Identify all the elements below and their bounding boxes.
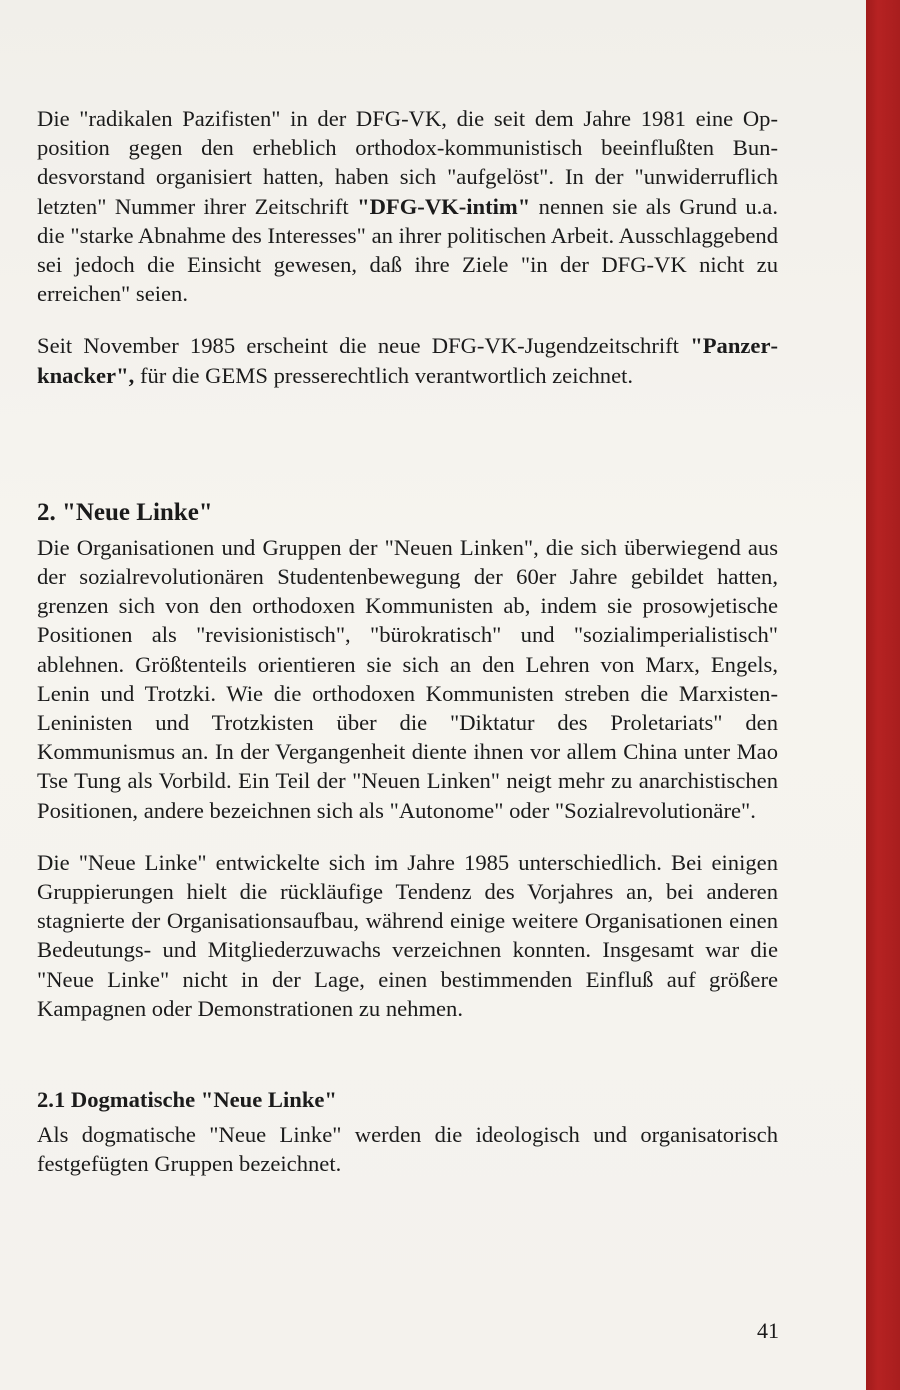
subsection-heading-dogmatische-neue-linke: 2.1 Dogmatische "Neue Linke": [37, 1087, 337, 1113]
paragraph-panzerknacker-text-rest: für die GEMS presserechtlich verantwortlich zeichnet.: [139, 362, 634, 388]
section-heading-neue-linke: 2. "Neue Linke": [37, 498, 213, 526]
red-page-edge: [866, 0, 900, 1390]
paragraph-neue-linke-1985: Die "Neue Linke" entwickelte sich im Jahre 1985 unterschiedlich. Bei einigen Gruppierungen hielt die rückläufige Tendenz des Vorjahres an, bei anderen stagnierte der Organisationsaufbau, während einige weitere Organisationen einen Bedeutungs- und Mitgliederzuwachs verzeichnen konnten. Insgesamt war die "Neue Linke" nicht in der Lage, einen bestimmenden Einfluß auf größere Kampagnen oder Demonstrationen zu nehmen.: [37, 849, 778, 1021]
paragraph-dfg-vk: [37, 104, 778, 308]
paragraph-panzerknacker-text: Seit November 1985 erscheint die neue DFG-VK-Jugendzeitschrift: [37, 333, 679, 359]
magazine-title-panzerknacker: "Panzerknacker",: [37, 333, 779, 388]
magazine-title-dfg-vk-intim: "DFG-VK-intim": [357, 193, 531, 219]
paragraph-dogmatische-neue-linke: Als dogmatische "Neue Linke" werden die ideologisch und organisatorisch festgefügten Gruppen bezeichnet.: [37, 1122, 778, 1177]
page-number: 41: [757, 1318, 779, 1343]
paragraph-dfg-vk-text: Die "radikalen Pazifisten" in der DFG-VK, die seit dem Jahre 1981 eine Opposition gegen den erheblich orthodox-kommunistisch beeinflußten Bundesvorstand organisiert hatten, haben sich "aufgelöst". In der "unwiderruflich letzten" Nummer ihrer Zeitschrift: [37, 106, 778, 219]
paragraph-dfg-vk-text-rest: nennen sie als Grund u.a. die "starke Abnahme des Interesses" an ihrer politischen Arbeit. Ausschlaggebend sei jedoch die Einsicht gewesen, daß ihre Ziele "in der DFG-VK nicht zu erreichen" seien.: [37, 193, 778, 307]
paragraph-panzerknacker: [37, 331, 778, 389]
page-content: [37, 104, 778, 1178]
paragraph-neue-linke-intro: Die Organisationen und Gruppen der "Neuen Linken", die sich überwiegend aus der sozialrevolutionären Studentenbewegung der 60er Jahre gebildet hatten, grenzen sich von den orthodoxen Kommunisten ab, indem sie prosowjetische Positionen als "revisionistisch", "bürokratisch" und "sozialimperialistisch" ablehnen. Größtenteils orientieren sie sich an den Lehren von Marx, Engels, Lenin und Trotzki. Wie die orthodoxen Kommunisten streben die Marxisten-Leninisten und Trotzkisten über die "Diktatur des Proletariats" den Kommunismus an. In der Vergangenheit diente ihnen vor allem China unter Mao Tse Tung als Vorbild. Ein Teil der "Neuen Linken" neigt mehr zu anarchistischen Positionen, andere bezeichnen sich als "Autonome" oder "Sozialrevolutionäre".: [37, 534, 778, 823]
